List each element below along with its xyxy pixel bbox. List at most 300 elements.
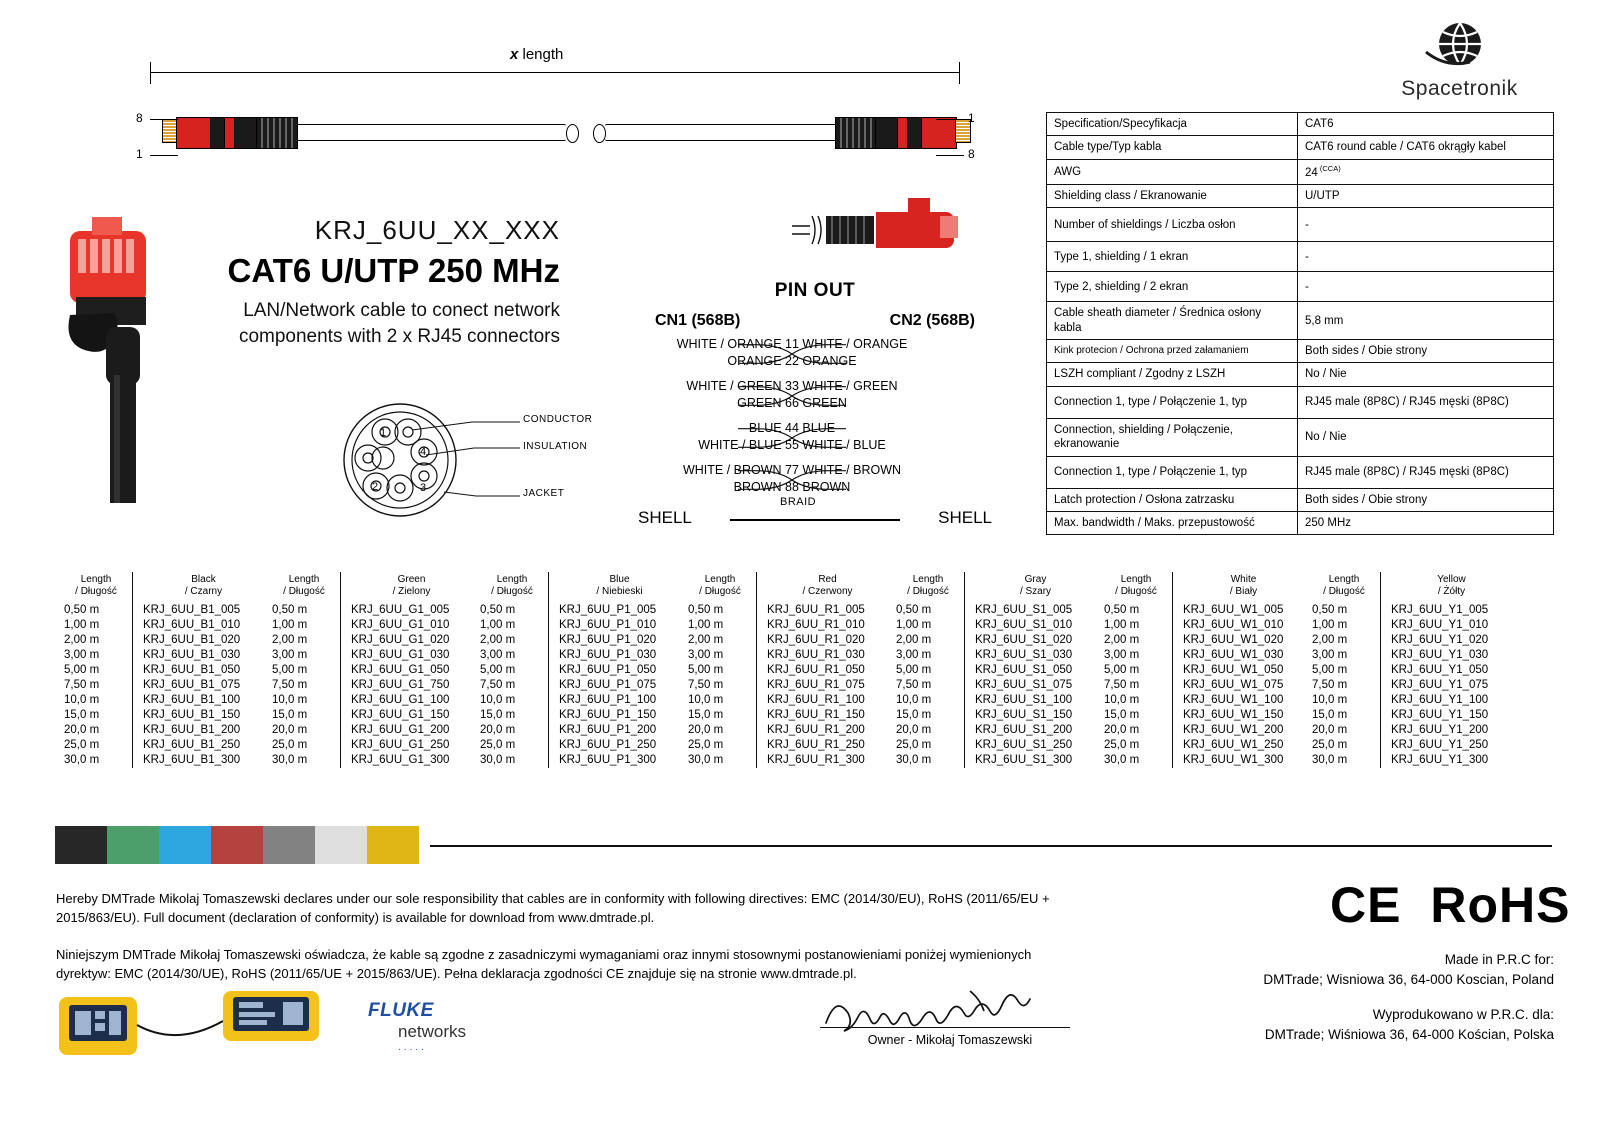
connector-2-label: CN2 (568B) [889, 312, 975, 329]
table-row [1308, 648, 1516, 663]
length-cell: 2,00 m [688, 634, 724, 646]
code-cell: KRJ_6UU_R1_200 [757, 723, 893, 738]
header-color: Red / Czerwony [757, 572, 893, 603]
table-row [892, 648, 1100, 663]
length-cell: 10,0 m [272, 694, 308, 706]
header-length: Length / Długość [283, 573, 325, 597]
code-cell: KRJ_6UU_Y1_150 [1381, 708, 1517, 723]
table-row [268, 738, 476, 753]
pin-label: 5 WHITE / BLUE [792, 438, 886, 452]
table-row [1047, 340, 1554, 363]
code-cell: KRJ_6UU_G1_020 [341, 633, 477, 648]
header-length: Length / Długość [75, 573, 117, 597]
header-color: Blue / Niebieski [549, 572, 685, 603]
table-row [1047, 418, 1554, 456]
code-cell: KRJ_6UU_G1_010 [341, 618, 477, 633]
code-cell: KRJ_6UU_Y1_050 [1381, 663, 1517, 678]
code-cell: KRJ_6UU_R1_005 [757, 603, 893, 618]
length-cell: 3,00 m [688, 649, 724, 661]
length-cell: 7,50 m [480, 679, 516, 691]
length-code-tables [60, 572, 1552, 768]
pin-label: BROWN 8 [733, 480, 792, 494]
leader-line [150, 119, 178, 120]
length-cell: 1,00 m [272, 619, 308, 631]
length-cell: 30,0 m [1104, 754, 1140, 766]
table-row [892, 723, 1100, 738]
code-cell: KRJ_6UU_S1_050 [965, 663, 1101, 678]
code-cell: KRJ_6UU_B1_150 [133, 708, 269, 723]
length-cell: 0,50 m [896, 604, 932, 616]
code-cell: KRJ_6UU_G1_030 [341, 648, 477, 663]
table-row [60, 693, 268, 708]
pin-label: 1 WHITE / ORANGE [792, 337, 908, 351]
code-cell: KRJ_6UU_R1_050 [757, 663, 893, 678]
divider [430, 845, 1552, 847]
table-row [1308, 633, 1516, 648]
cable-tester-illustration [55, 985, 325, 1060]
table-row [1100, 678, 1308, 693]
code-cell: KRJ_6UU_W1_100 [1173, 693, 1309, 708]
length-cell: 5,00 m [1312, 664, 1348, 676]
pair-number-1: 1 [380, 427, 387, 439]
length-cell: 1,00 m [688, 619, 724, 631]
table-row [684, 753, 892, 768]
table-row [1308, 753, 1516, 768]
table-row [1047, 363, 1554, 386]
connector-illustration [790, 190, 1000, 260]
table-row [268, 663, 476, 678]
code-cell: KRJ_6UU_R1_010 [757, 618, 893, 633]
globe-icon [1421, 22, 1499, 70]
table-row [1100, 603, 1308, 618]
boot-right [835, 117, 877, 149]
length-cell: 20,0 m [1312, 724, 1348, 736]
table-row [1100, 663, 1308, 678]
braid-label: BRAID [780, 496, 817, 508]
code-cell: KRJ_6UU_G1_250 [341, 738, 477, 753]
code-cell: KRJ_6UU_R1_300 [757, 753, 893, 768]
length-cell: 1,00 m [64, 619, 100, 631]
length-cell: 1,00 m [896, 619, 932, 631]
spec-label: Connection 1, type / Połączenie 1, typ [1047, 386, 1298, 418]
length-cell: 0,50 m [480, 604, 516, 616]
code-cell: KRJ_6UU_G1_005 [341, 603, 477, 618]
table-row [892, 633, 1100, 648]
code-cell: KRJ_6UU_G1_750 [341, 678, 477, 693]
code-cell: KRJ_6UU_G1_100 [341, 693, 477, 708]
pin-label: WHITE / ORANGE 1 [676, 337, 792, 351]
table-row [1308, 708, 1516, 723]
spec-value: CAT6 round cable / CAT6 okrągły kabel [1298, 136, 1554, 159]
length-cell: 10,0 m [480, 694, 516, 706]
table-row [1047, 302, 1554, 340]
length-cell: 7,50 m [896, 679, 932, 691]
cable-body [136, 111, 975, 161]
length-cell: 10,0 m [1312, 694, 1348, 706]
pinout-title: PIN OUT [774, 280, 856, 301]
spec-label: Type 2, shielding / 2 ekran [1047, 272, 1298, 302]
table-row [476, 693, 684, 708]
table-header-row [684, 572, 892, 603]
pin-label: WHITE / BROWN 7 [682, 463, 792, 477]
table-row [892, 693, 1100, 708]
table-row [892, 708, 1100, 723]
connector-1-label: CN1 (568B) [655, 312, 741, 329]
pin-label: 2 ORANGE [792, 354, 857, 368]
code-cell: KRJ_6UU_W1_200 [1173, 723, 1309, 738]
length-cell: 10,0 m [1104, 694, 1140, 706]
table-row [1047, 272, 1554, 302]
table-row [476, 663, 684, 678]
pin-label: WHITE / BLUE 5 [698, 438, 792, 452]
dimension-line [150, 72, 960, 73]
plug-segment [921, 117, 957, 149]
length-cell: 20,0 m [272, 724, 308, 736]
length-table-red [684, 572, 892, 768]
dimension-tick-right [959, 62, 960, 84]
code-cell: KRJ_6UU_G1_300 [341, 753, 477, 768]
code-cell: KRJ_6UU_P1_150 [549, 708, 685, 723]
length-cell: 3,00 m [64, 649, 100, 661]
code-cell: KRJ_6UU_P1_050 [549, 663, 685, 678]
table-row [268, 753, 476, 768]
table-row [268, 603, 476, 618]
spec-label: Connection, shielding / Połączenie, ekranowanie [1047, 418, 1298, 456]
code-cell: KRJ_6UU_R1_030 [757, 648, 893, 663]
code-cell: KRJ_6UU_R1_250 [757, 738, 893, 753]
code-cell: KRJ_6UU_B1_005 [133, 603, 269, 618]
length-table-green [268, 572, 476, 768]
pin-label-left-top: 8 [136, 111, 143, 125]
boot-left [256, 117, 298, 149]
length-table-yellow [1308, 572, 1516, 768]
table-row [1308, 663, 1516, 678]
code-cell: KRJ_6UU_G1_050 [341, 663, 477, 678]
length-cell: 2,00 m [1104, 634, 1140, 646]
code-cell: KRJ_6UU_Y1_200 [1381, 723, 1517, 738]
spec-value [1298, 159, 1554, 184]
length-cell: 15,0 m [480, 709, 516, 721]
code-cell: KRJ_6UU_W1_050 [1173, 663, 1309, 678]
length-cell: 15,0 m [1104, 709, 1140, 721]
code-cell: KRJ_6UU_R1_075 [757, 678, 893, 693]
fluke-wordmark: FLUKE [368, 1000, 434, 1021]
connector-right [835, 115, 965, 149]
length-cell: 0,50 m [1104, 604, 1140, 616]
color-swatch-yellow [367, 826, 419, 864]
signature-icon [820, 985, 1080, 1037]
networks-wordmark: networks [398, 1022, 467, 1041]
code-cell: KRJ_6UU_S1_100 [965, 693, 1101, 708]
braid-line [730, 519, 900, 521]
code-cell: KRJ_6UU_Y1_005 [1381, 603, 1517, 618]
table-row [1047, 113, 1554, 136]
pin-pair-green [620, 378, 1010, 414]
plug-segment [176, 117, 212, 149]
length-cell: 30,0 m [272, 754, 308, 766]
code-cell: KRJ_6UU_P1_100 [549, 693, 685, 708]
table-row [684, 603, 892, 618]
pin-label: 8 BROWN [792, 480, 851, 494]
header-color: Black / Czarny [133, 572, 269, 603]
length-cell: 7,50 m [1312, 679, 1348, 691]
header-color: Green / Zielony [341, 572, 477, 603]
table-row [1100, 708, 1308, 723]
spec-label: Specification/Specyfikacja [1047, 113, 1298, 136]
certification-marks [1330, 876, 1570, 934]
code-cell: KRJ_6UU_B1_020 [133, 633, 269, 648]
fluke-networks-logo [368, 1000, 528, 1053]
made-pl-line1: Wyprodukowano w P.R.C. dla: [1372, 1006, 1554, 1022]
signature-caption: Owner - Mikołaj Tomaszewski [867, 1033, 1033, 1047]
declaration-pl: Niniejszym DMTrade Mikołaj Tomaszewski oświadcza, że kable są zgodne z zasadniczymi wymaganiami oraz innymi stosownymi postanowieniami poniżej wymienionych dyrektyw: EMC (2014/30/UE), RoHS (2011/65/UE + 2015/863/UE). Pełna deklaracja zgodności CE znajduje się na stronie www.dmtrade.pl. [56, 946, 1032, 981]
cable-sheath-right [605, 124, 841, 141]
model-code: KRJ_6UU_XX_XXX [314, 215, 560, 245]
page-title: CAT6 U/UTP 250 MHz [227, 252, 560, 289]
table-row [476, 708, 684, 723]
length-cell: 7,50 m [1104, 679, 1140, 691]
code-cell: KRJ_6UU_B1_100 [133, 693, 269, 708]
code-cell: KRJ_6UU_R1_150 [757, 708, 893, 723]
code-cell: KRJ_6UU_G1_150 [341, 708, 477, 723]
spec-value-sup: (CCA) [1317, 163, 1341, 173]
table-row [476, 723, 684, 738]
pin-pair-blue [620, 420, 1010, 456]
length-cell: 10,0 m [688, 694, 724, 706]
pin-label: 3 WHITE / GREEN [792, 379, 898, 393]
length-cell: 3,00 m [1312, 649, 1348, 661]
made-en-line2: DMTrade; Wisniowa 36, 64-000 Koscian, Poland [1263, 972, 1554, 988]
table-row [684, 633, 892, 648]
color-swatch-gray [263, 826, 315, 864]
cable-break-left [560, 121, 582, 143]
table-row [268, 678, 476, 693]
table-row [268, 708, 476, 723]
spec-label: Cable sheath diameter / Średnica osłony kabla [1047, 302, 1298, 340]
table-row [268, 723, 476, 738]
header-color: Yellow / Żółty [1381, 572, 1517, 603]
length-cell: 25,0 m [64, 739, 100, 751]
length-cell: 30,0 m [1312, 754, 1348, 766]
code-cell: KRJ_6UU_S1_150 [965, 708, 1101, 723]
table-row [684, 678, 892, 693]
table-row [1047, 184, 1554, 207]
spec-value: 250 MHz [1298, 511, 1554, 534]
pin-label-right-top: 1 [968, 111, 975, 125]
table-row [60, 708, 268, 723]
length-cell: 3,00 m [480, 649, 516, 661]
length-cell: 1,00 m [1104, 619, 1140, 631]
code-cell: KRJ_6UU_S1_200 [965, 723, 1101, 738]
table-row [60, 603, 268, 618]
pin-label-right-bottom: 8 [968, 147, 975, 161]
code-cell: KRJ_6UU_W1_150 [1173, 708, 1309, 723]
leader-line [936, 119, 964, 120]
spec-label: Connection 1, type / Połączenie 1, typ [1047, 456, 1298, 488]
dimension-tick-left [150, 62, 151, 84]
pin-label: 4 BLUE [792, 421, 836, 435]
plug-segment [875, 117, 899, 149]
color-swatch-green [107, 826, 159, 864]
table-header-row [892, 572, 1100, 603]
manufacturing-info [1263, 950, 1554, 1045]
length-table-blue [476, 572, 684, 768]
code-cell: KRJ_6UU_B1_250 [133, 738, 269, 753]
product-photo [62, 215, 177, 505]
plug-segment [234, 117, 258, 149]
table-row [476, 648, 684, 663]
table-row [684, 693, 892, 708]
code-cell: KRJ_6UU_W1_005 [1173, 603, 1309, 618]
length-cell: 25,0 m [896, 739, 932, 751]
color-swatch-blue [159, 826, 211, 864]
cross-label-jacket: JACKET [523, 488, 565, 499]
specification-table [1046, 112, 1554, 535]
length-cell: 2,00 m [64, 634, 100, 646]
pin-label: ORANGE 2 [727, 354, 792, 368]
table-row [60, 753, 268, 768]
pin-label: 6 GREEN [792, 396, 847, 410]
code-cell: KRJ_6UU_P1_200 [549, 723, 685, 738]
length-cell: 15,0 m [272, 709, 308, 721]
table-row [476, 678, 684, 693]
pair-number-3: 3 [420, 482, 427, 494]
table-row [1100, 738, 1308, 753]
length-cell: 1,00 m [1312, 619, 1348, 631]
code-cell: KRJ_6UU_Y1_100 [1381, 693, 1517, 708]
spec-value: CAT6 [1298, 113, 1554, 136]
code-cell: KRJ_6UU_W1_250 [1173, 738, 1309, 753]
header-length: Length / Długość [907, 573, 949, 597]
code-cell: KRJ_6UU_Y1_020 [1381, 633, 1517, 648]
cable-break-right [587, 121, 609, 143]
length-cell: 25,0 m [480, 739, 516, 751]
table-row [1047, 386, 1554, 418]
spec-value: No / Nie [1298, 363, 1554, 386]
code-cell: KRJ_6UU_W1_030 [1173, 648, 1309, 663]
table-row [1308, 603, 1516, 618]
code-cell: KRJ_6UU_P1_010 [549, 618, 685, 633]
pin-label-left-bottom: 1 [136, 147, 143, 161]
table-row [1100, 753, 1308, 768]
pin-label: GREEN 6 [737, 396, 792, 410]
pair-number-4: 4 [420, 446, 427, 458]
length-cell: 30,0 m [688, 754, 724, 766]
code-cell: KRJ_6UU_Y1_300 [1381, 753, 1517, 768]
table-row [1047, 136, 1554, 159]
table-row [268, 648, 476, 663]
table-row [684, 648, 892, 663]
length-cell: 30,0 m [480, 754, 516, 766]
length-cell: 1,00 m [480, 619, 516, 631]
table-row [684, 708, 892, 723]
code-cell: KRJ_6UU_R1_020 [757, 633, 893, 648]
code-cell: KRJ_6UU_W1_075 [1173, 678, 1309, 693]
spec-value: Both sides / Obie strony [1298, 340, 1554, 363]
length-cell: 15,0 m [896, 709, 932, 721]
code-cell: KRJ_6UU_S1_075 [965, 678, 1101, 693]
length-cell: 5,00 m [688, 664, 724, 676]
table-row [60, 663, 268, 678]
length-cell: 25,0 m [688, 739, 724, 751]
code-cell: KRJ_6UU_Y1_010 [1381, 618, 1517, 633]
table-row [60, 723, 268, 738]
code-cell: KRJ_6UU_P1_020 [549, 633, 685, 648]
table-row [1308, 693, 1516, 708]
length-cell: 2,00 m [272, 634, 308, 646]
table-row [1308, 738, 1516, 753]
length-cell: 7,50 m [272, 679, 308, 691]
length-cell: 20,0 m [896, 724, 932, 736]
table-row [268, 633, 476, 648]
code-cell: KRJ_6UU_W1_020 [1173, 633, 1309, 648]
spec-label: Type 1, shielding / 1 ekran [1047, 242, 1298, 272]
rohs-mark: RoHS [1430, 877, 1571, 933]
length-cell: 25,0 m [1104, 739, 1140, 751]
table-row [892, 753, 1100, 768]
length-cell: 5,00 m [272, 664, 308, 676]
code-cell: KRJ_6UU_B1_300 [133, 753, 269, 768]
spec-label: Number of shieldings / Liczba osłon [1047, 208, 1298, 242]
code-cell: KRJ_6UU_R1_100 [757, 693, 893, 708]
length-cell: 7,50 m [688, 679, 724, 691]
table-row [684, 663, 892, 678]
table-header-row [1308, 572, 1516, 603]
cable-sheath-left [295, 124, 566, 141]
length-table-black [60, 572, 268, 768]
spec-value: - [1298, 208, 1554, 242]
length-cell: 7,50 m [64, 679, 100, 691]
table-header-row [476, 572, 684, 603]
code-cell: KRJ_6UU_Y1_250 [1381, 738, 1517, 753]
table-row [1100, 648, 1308, 663]
length-cell: 20,0 m [688, 724, 724, 736]
table-row [892, 603, 1100, 618]
length-cell: 15,0 m [64, 709, 100, 721]
length-cell: 2,00 m [896, 634, 932, 646]
code-cell: KRJ_6UU_B1_010 [133, 618, 269, 633]
brand-logo [1362, 22, 1557, 100]
length-cell: 3,00 m [1104, 649, 1140, 661]
code-cell: KRJ_6UU_S1_250 [965, 738, 1101, 753]
table-row [684, 618, 892, 633]
table-row [684, 723, 892, 738]
length-cell: 30,0 m [896, 754, 932, 766]
length-cell: 2,00 m [480, 634, 516, 646]
table-header-row [268, 572, 476, 603]
table-row [60, 678, 268, 693]
table-row [60, 633, 268, 648]
code-cell: KRJ_6UU_B1_075 [133, 678, 269, 693]
table-row [1047, 242, 1554, 272]
table-row [1308, 618, 1516, 633]
made-en-line1: Made in P.R.C for: [1444, 952, 1554, 967]
table-row [1308, 678, 1516, 693]
cross-label-conductor: CONDUCTOR [523, 414, 593, 425]
code-cell: KRJ_6UU_B1_030 [133, 648, 269, 663]
shell-left-label: SHELL [638, 508, 692, 527]
code-cell: KRJ_6UU_S1_300 [965, 753, 1101, 768]
color-swatch-red [211, 826, 263, 864]
table-header-row [60, 572, 268, 603]
code-cell: KRJ_6UU_W1_010 [1173, 618, 1309, 633]
cross-label-insulation: INSULATION [523, 441, 588, 452]
leader-line [150, 155, 178, 156]
table-row [476, 618, 684, 633]
table-row [1047, 488, 1554, 511]
length-cell: 20,0 m [1104, 724, 1140, 736]
cable-cross-section [340, 400, 593, 520]
